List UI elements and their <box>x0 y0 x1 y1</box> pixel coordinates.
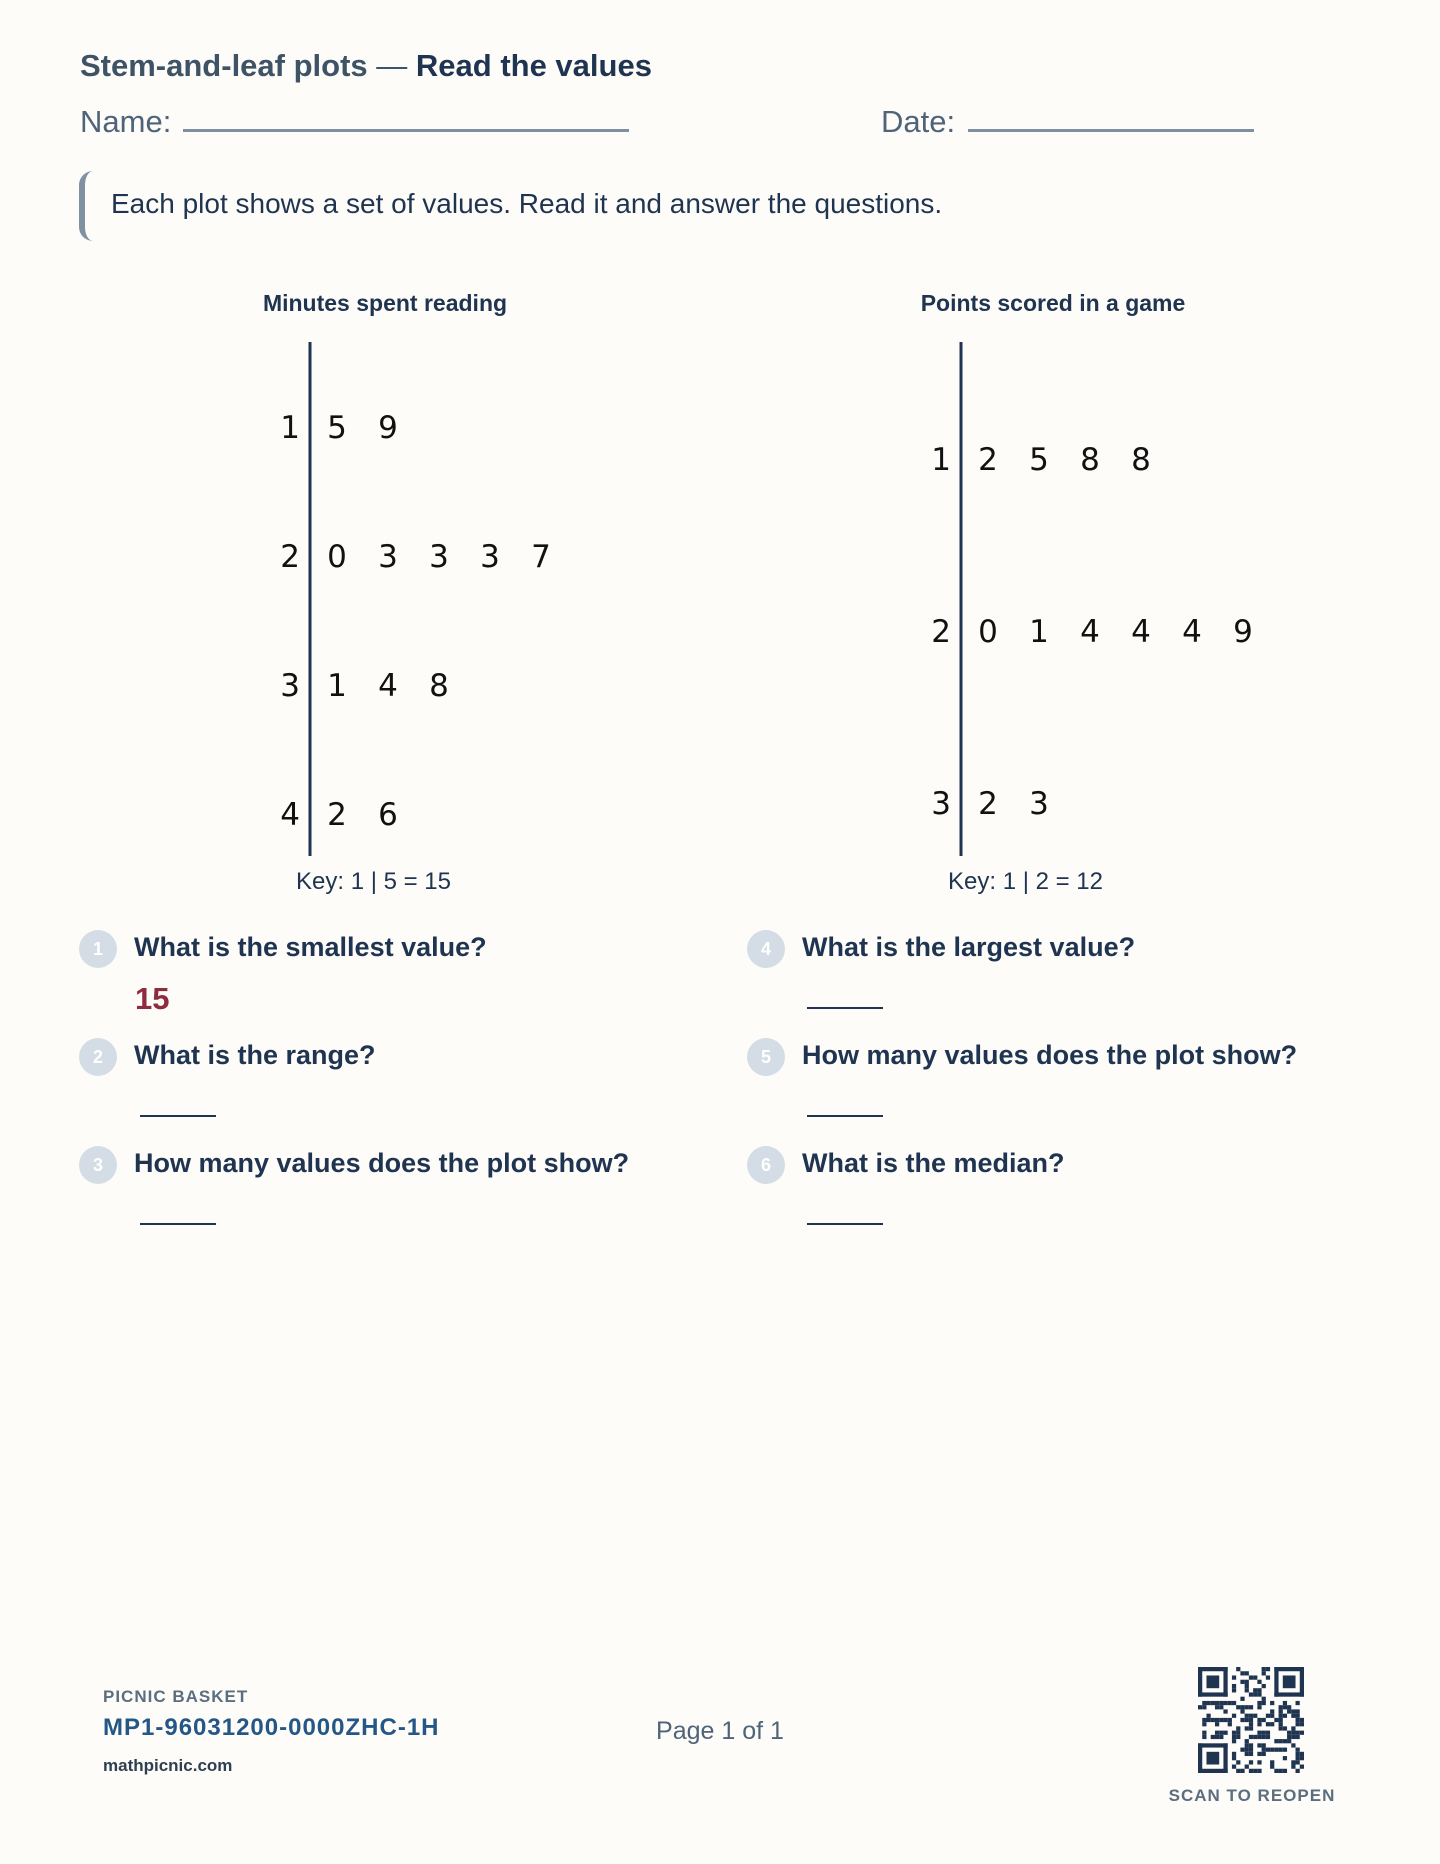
date-label: Date: <box>881 104 956 139</box>
plot-2-leaf: 4 <box>1080 614 1100 650</box>
question-6-answer-blank[interactable] <box>807 1223 883 1225</box>
question-3-text: How many values does the plot show? <box>134 1148 630 1178</box>
title-topic: Stem-and-leaf plots <box>80 48 368 83</box>
plot-2-title: Points scored in a game <box>920 290 1186 316</box>
question-1-text: What is the smallest value? <box>134 932 487 962</box>
title-task: Read the values <box>415 48 652 83</box>
plot-2-leaf: 4 <box>1131 614 1151 650</box>
plot-2-leaf: 0 <box>978 614 998 650</box>
plot-2-leaf: 4 <box>1182 614 1202 650</box>
question-4-text: What is the largest value? <box>802 932 1136 962</box>
footer-site: mathpicnic.com <box>103 1756 233 1775</box>
plot-1-stem: 1 <box>280 410 300 446</box>
question-5-answer-blank[interactable] <box>807 1115 883 1117</box>
plot-1-leaf: 3 <box>480 539 500 575</box>
plot-1-stem: 3 <box>280 668 300 704</box>
plot-1-leaf: 2 <box>327 797 347 833</box>
plot-1-leaf: 3 <box>378 539 398 575</box>
question-2-text: What is the range? <box>134 1040 376 1070</box>
question-4-answer-blank[interactable] <box>807 1007 883 1009</box>
question-3-number: 3 <box>79 1146 117 1184</box>
question-2-number: 2 <box>79 1038 117 1076</box>
plot-2-leaf: 9 <box>1233 614 1253 650</box>
plot-2-stem: 1 <box>931 442 951 478</box>
plot-2-leaf: 2 <box>978 442 998 478</box>
plot-2-stem: 3 <box>931 786 951 822</box>
plot-2-key: Key: 1 | 2 = 12 <box>948 868 1104 895</box>
plot-1-leaf: 0 <box>327 539 347 575</box>
instructions-text: Each plot shows a set of values. Read it and answer the questions. <box>111 188 943 219</box>
footer-worksheet-code: MP1-96031200-0000ZHC-1H <box>103 1714 440 1741</box>
footer-brand: PICNIC BASKET <box>103 1687 249 1706</box>
question-4-number: 4 <box>747 930 785 968</box>
plot-1-leaf: 1 <box>327 668 347 704</box>
question-5-text: How many values does the plot show? <box>802 1040 1298 1070</box>
question-5-number: 5 <box>747 1038 785 1076</box>
plot-1-title: Minutes spent reading <box>262 290 508 316</box>
plot-2-leaf: 8 <box>1131 442 1151 478</box>
plot-1-stem: 4 <box>280 797 300 833</box>
scan-to-reopen-label: SCAN TO REOPEN <box>1168 1786 1336 1805</box>
question-1-answer[interactable]: 15 <box>135 981 170 1016</box>
plot-1-leaf: 9 <box>378 410 398 446</box>
plot-2-stem-and-leaf <box>0 0 1440 900</box>
name-label: Name: <box>80 104 172 139</box>
plot-2-leaf: 2 <box>978 786 998 822</box>
question-3-answer-blank[interactable] <box>140 1223 216 1225</box>
plot-1-leaf: 6 <box>378 797 398 833</box>
question-2-answer-blank[interactable] <box>140 1115 216 1117</box>
qr-code-icon[interactable] <box>1198 1667 1304 1773</box>
question-6-text: What is the median? <box>802 1148 1065 1178</box>
plot-1-key: Key: 1 | 5 = 15 <box>296 868 452 895</box>
plot-1-leaf: 8 <box>429 668 449 704</box>
plot-1-leaf: 5 <box>327 410 347 446</box>
question-1-number: 1 <box>79 930 117 968</box>
plot-2-leaf: 5 <box>1029 442 1049 478</box>
plot-1-leaf: 4 <box>378 668 398 704</box>
plot-2-stem: 2 <box>931 614 951 650</box>
plot-2-leaf: 3 <box>1029 786 1049 822</box>
plot-2-leaf: 8 <box>1080 442 1100 478</box>
plot-1-leaf: 7 <box>531 539 551 575</box>
plot-1-stem: 2 <box>280 539 300 575</box>
plot-1-leaf: 3 <box>429 539 449 575</box>
title-separator: — <box>376 48 408 83</box>
question-6-number: 6 <box>747 1146 785 1184</box>
page-number: Page 1 of 1 <box>656 1717 784 1745</box>
plot-2-leaf: 1 <box>1029 614 1049 650</box>
